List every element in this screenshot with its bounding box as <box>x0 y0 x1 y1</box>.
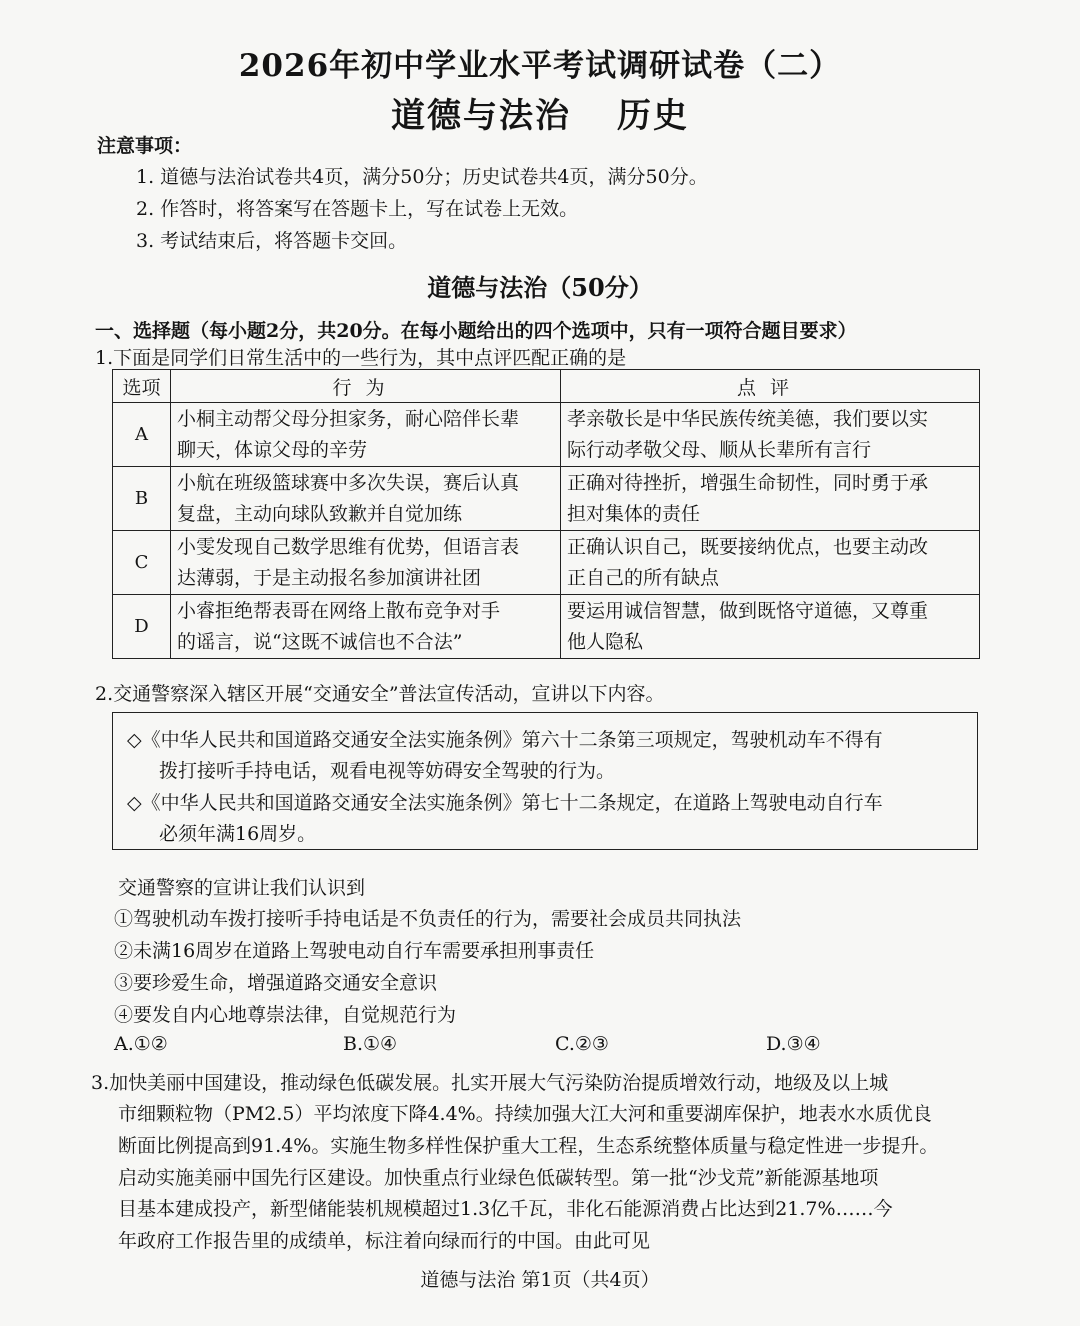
table-row <box>113 595 980 659</box>
subject-morality: 道德与法治 <box>391 96 571 136</box>
comment-cell: 正确对待挫折，增强生命韧性，同时勇于承 担对集体的责任 <box>561 467 980 531</box>
regulation-line: 拨打接听手持电话，观看电视等妨碍安全驾驶的行为。 <box>159 760 616 782</box>
question-1-table <box>112 369 980 659</box>
regulation-line: ◇《中华人民共和国道路交通安全法实施条例》第六十二条第三项规定，驾驶机动车不得有 <box>127 729 883 751</box>
statement: ②未满16周岁在道路上驾驶电动自行车需要承担刑事责任 <box>114 940 595 962</box>
regulation-line: ◇《中华人民共和国道路交通安全法实施条例》第七十二条规定，在道路上驾驶电动自行车 <box>127 792 883 814</box>
notice-item: 3. 考试结束后，将答题卡交回。 <box>136 230 408 252</box>
question-3-line: 启动实施美丽中国先行区建设。加快重点行业绿色低碳转型。第一批“沙戈荒”新能源基地项 <box>118 1167 879 1189</box>
subject-history: 历史 <box>617 96 689 136</box>
table-row <box>113 467 980 531</box>
part-heading: 一、选择题（每小题2分，共20分。在每小题给出的四个选项中，只有一项符合题目要求） <box>95 320 857 342</box>
header-comment: 点评 <box>561 370 980 403</box>
option-label: B <box>113 467 171 531</box>
question-3-line: 市细颗粒物（PM2.5）平均浓度下降4.4%。持续加强大江大河和重要湖库保护，地表水水质优良 <box>118 1103 932 1125</box>
choice-b: B.①④ <box>343 1033 398 1055</box>
behavior-cell: 小航在班级篮球赛中多次失误，赛后认真 复盘，主动向球队致歉并自觉加练 <box>171 467 561 531</box>
behavior-cell: 小睿拒绝帮表哥在网络上散布竞争对手 的谣言，说“这既不诚信也不合法” <box>171 595 561 659</box>
header-option: 选项 <box>113 370 171 403</box>
option-label: D <box>113 595 171 659</box>
table-header-row <box>113 370 980 403</box>
subject-title <box>0 88 1080 137</box>
notice-item: 1. 道德与法治试卷共4页，满分50分；历史试卷共4页，满分50分。 <box>136 166 708 188</box>
option-label: A <box>113 403 171 467</box>
behavior-cell: 小桐主动帮父母分担家务，耐心陪伴长辈 聊天，体谅父母的辛劳 <box>171 403 561 467</box>
notice-title: 注意事项： <box>97 135 193 157</box>
behavior-cell: 小雯发现自己数学思维有优势，但语言表 达薄弱，于是主动报名参加演讲社团 <box>171 531 561 595</box>
question-3-line: 断面比例提高到91.4%。实施生物多样性保护重大工程，生态系统整体质量与稳定性进一步提升。 <box>118 1135 939 1157</box>
choice-a: A.①② <box>114 1033 168 1055</box>
comment-cell: 孝亲敬长是中华民族传统美德，我们要以实 际行动孝敬父母、顺从长辈所有言行 <box>561 403 980 467</box>
question-2-lead: 交通警察的宣讲让我们认识到 <box>118 877 366 899</box>
regulation-line: 必须年满16周岁。 <box>159 823 317 845</box>
regulation-box <box>112 712 978 850</box>
comment-cell: 正确认识自己，既要接纳优点，也要主动改 正自己的所有缺点 <box>561 531 980 595</box>
statement: ③要珍爱生命，增强道路交通安全意识 <box>114 972 438 994</box>
exam-title: 2026年初中学业水平考试调研试卷（二） <box>238 48 842 84</box>
notice-item: 2. 作答时，将答案写在答题卡上，写在试卷上无效。 <box>136 198 579 220</box>
statement: ①驾驶机动车拨打接听手持电话是不负责任的行为，需要社会成员共同执法 <box>114 908 742 930</box>
choice-c: C.②③ <box>555 1033 609 1055</box>
table-row <box>113 403 980 467</box>
section-title: 道德与法治（50分） <box>427 273 653 302</box>
comment-cell: 要运用诚信智慧，做到既恪守道德，又尊重 他人隐私 <box>561 595 980 659</box>
page-footer: 道德与法治 第1页（共4页） <box>420 1269 660 1291</box>
choice-d: D.③④ <box>766 1033 821 1055</box>
question-1-stem: 1.下面是同学们日常生活中的一些行为，其中点评匹配正确的是 <box>95 347 627 369</box>
option-label: C <box>113 531 171 595</box>
table-row <box>113 531 980 595</box>
question-3-line: 目基本建成投产，新型储能装机规模超过1.3亿千瓦，非化石能源消费占比达到21.7%……今 <box>118 1198 893 1220</box>
question-3-line: 年政府工作报告里的成绩单，标注着向绿而行的中国。由此可见 <box>118 1230 651 1252</box>
statement: ④要发自内心地尊崇法律，自觉规范行为 <box>114 1004 457 1026</box>
question-3-line: 3.加快美丽中国建设，推动绿色低碳发展。扎实开展大气污染防治提质增效行动，地级及以上城 <box>91 1072 889 1094</box>
header-behavior: 行为 <box>171 370 561 403</box>
question-2-stem: 2.交通警察深入辖区开展“交通安全”普法宣传活动，宣讲以下内容。 <box>95 683 665 705</box>
